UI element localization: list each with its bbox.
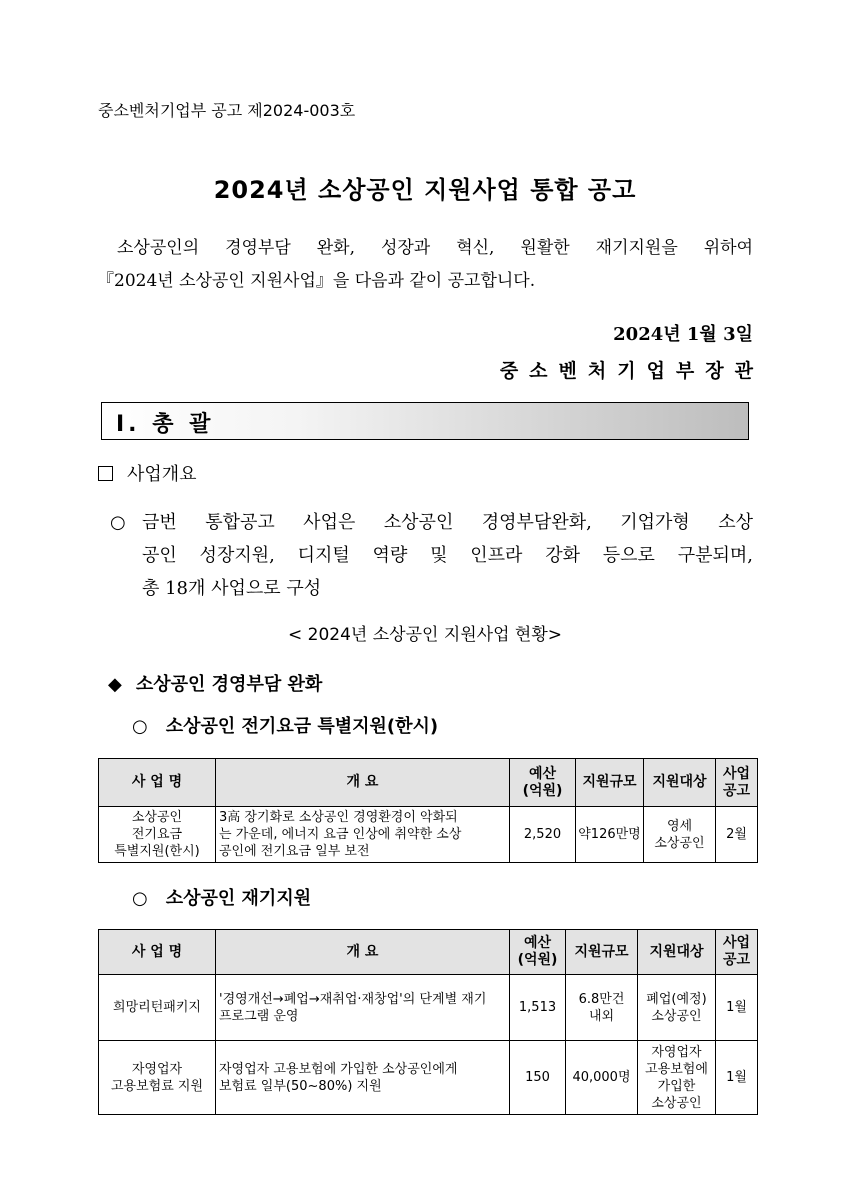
notice-number: 중소벤처기업부 공고 제2024-003호 (98, 101, 356, 120)
cell-summary: '경영개선→폐업→재취업·재창업'의 단계별 재기 프로그램 운영 (216, 975, 510, 1041)
table-row (99, 807, 758, 863)
header-scale: 지원규모 (576, 759, 644, 807)
cell-summary: 3高 장기화로 소상공인 경영환경이 악화되 는 가운데, 에너지 요금 인상에 취약한 소상 공인에 전기요금 일부 보전 (216, 807, 510, 863)
overview-heading-label: 사업개요 (127, 464, 197, 485)
header-notice: 사업 공고 (716, 930, 758, 975)
table-row (99, 1041, 758, 1115)
cell-budget: 1,513 (510, 975, 566, 1041)
header-scale: 지원규모 (566, 930, 638, 975)
header-summary: 개 요 (216, 930, 510, 975)
category-label: 소상공인 경영부담 완화 (135, 674, 323, 695)
issuer: 중소벤처기업부장관 (499, 360, 764, 382)
cell-budget: 150 (510, 1041, 566, 1115)
cell-budget: 2,520 (510, 807, 576, 863)
program2-table (98, 929, 758, 1115)
program2-title: 소상공인 재기지원 (165, 888, 312, 909)
program1-table (98, 758, 758, 863)
program1-heading (132, 712, 438, 738)
cell-summary: 자영업자 고용보험에 가입한 소상공인에게 보험료 일부(50~80%) 지원 (216, 1041, 510, 1115)
cell-notice: 1월 (716, 975, 758, 1041)
cell-name: 희망리턴패키지 (99, 975, 216, 1041)
header-summary: 개 요 (216, 759, 510, 807)
cell-name: 자영업자 고용보험료 지원 (99, 1041, 216, 1115)
intro-line-2: 『2024년 소상공인 지원사업』을 다음과 같이 공고합니다. (97, 271, 536, 291)
overview-line-1: 금번 통합공고 사업은 소상공인 경영부담완화, 기업가형 소상 (142, 512, 753, 533)
header-budget: 예산 (억원) (510, 759, 576, 807)
header-budget: 예산 (억원) (510, 930, 566, 975)
cell-notice: 2월 (716, 807, 758, 863)
section-header-bar (101, 402, 749, 440)
circle-bullet-icon: ○ (110, 512, 126, 533)
circle-bullet-icon: ○ (132, 716, 148, 737)
cell-scale: 40,000명 (566, 1041, 638, 1115)
header-target: 지원대상 (644, 759, 716, 807)
category-heading (108, 670, 322, 696)
cell-scale: 6.8만건 내외 (566, 975, 638, 1041)
header-notice: 사업 공고 (716, 759, 758, 807)
section-title: Ⅰ. 총 괄 (116, 412, 215, 437)
cell-target: 폐업(예정) 소상공인 (638, 975, 716, 1041)
program1-title: 소상공인 전기요금 특별지원(한시) (165, 716, 439, 737)
header-name: 사 업 명 (99, 759, 216, 807)
table-header-row (99, 759, 758, 807)
table-header-row (99, 930, 758, 975)
overview-heading (98, 460, 197, 486)
header-target: 지원대상 (638, 930, 716, 975)
header-name: 사 업 명 (99, 930, 216, 975)
diamond-bullet-icon: ◆ (108, 674, 122, 695)
circle-bullet-icon: ○ (132, 888, 148, 909)
overview-line-3: 총 18개 사업으로 구성 (142, 578, 322, 599)
cell-scale: 약126만명 (576, 807, 644, 863)
cell-target: 자영업자 고용보험에 가입한 소상공인 (638, 1041, 716, 1115)
page-title: 2024년 소상공인 지원사업 통합 공고 (213, 176, 637, 204)
cell-name: 소상공인 전기요금 특별지원(한시) (99, 807, 216, 863)
notice-date: 2024년 1월 3일 (613, 324, 753, 345)
checkbox-square-icon (98, 466, 113, 481)
program2-heading (132, 884, 311, 910)
intro-line-1: 소상공인의 경영부담 완화, 성장과 혁신, 원활한 재기지원을 위하여 (117, 238, 753, 258)
table-caption: < 2024년 소상공인 지원사업 현황> (287, 625, 562, 645)
cell-target: 영세 소상공인 (644, 807, 716, 863)
overview-bullet (110, 506, 753, 605)
table-row (99, 975, 758, 1041)
cell-notice: 1월 (716, 1041, 758, 1115)
intro-paragraph (97, 232, 753, 298)
overview-line-2: 공인 성장지원, 디지털 역량 및 인프라 강화 등으로 구분되며, (142, 545, 753, 566)
